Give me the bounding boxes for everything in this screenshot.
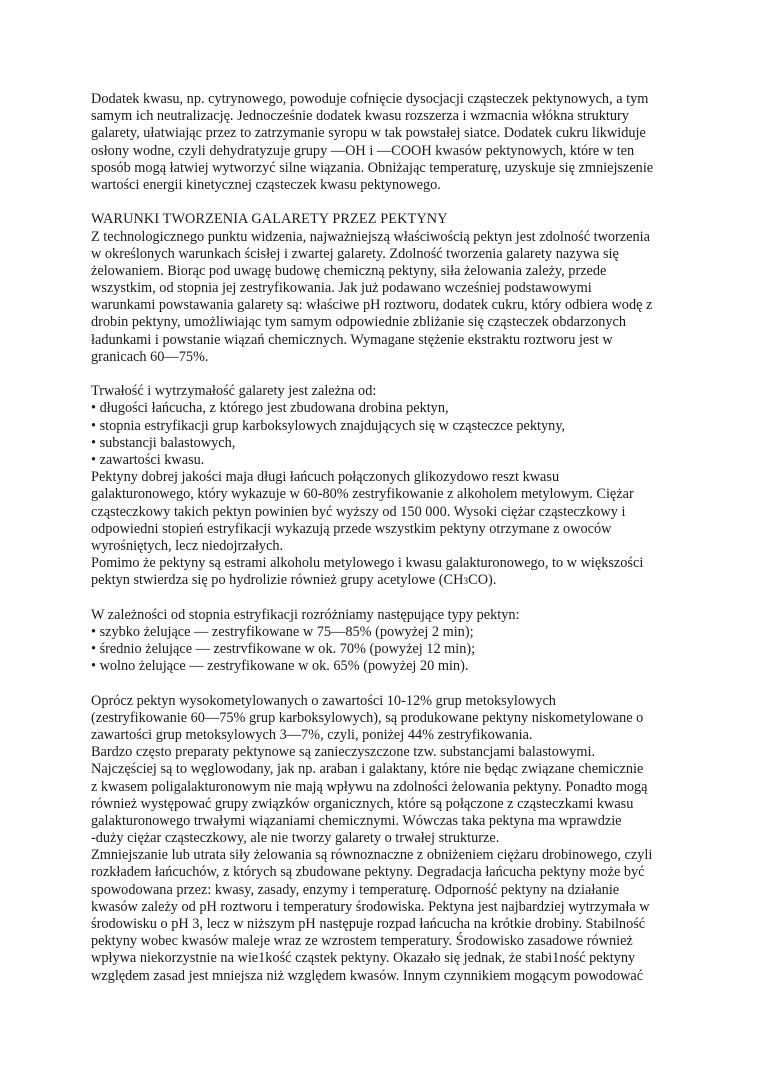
text-line: galakturonowego, który wykazuje w 60-80% zestryfikowanie z alkoholem metylowym. Ciężar	[91, 486, 634, 503]
bullet-item: • zawartości kwasu.	[91, 451, 205, 468]
text-line: pektyny wobec kwasów maleje wraz ze wzrostem temperatury. Środowisko zasadowe również	[91, 933, 633, 950]
text-line: wszystkim, od stopnia jej zestryfikowania. Jak już podawano wcześniej podstawowymi	[91, 280, 592, 297]
paragraph-gap	[91, 589, 671, 606]
text-line: galakturonowego trwałymi wiązaniami chemicznymi. Wówczas taka pektyna ma wprawdzie	[91, 812, 622, 829]
text-line: wpływa niekorzystnie na wie1kość cząstek pektyny. Okazało się jednak, że stabi1ność pektyny	[91, 950, 636, 967]
text-line: rozkładem łańcuchów, z których są zbudowane pektyny. Degradacja łańcucha pektyny może być	[91, 864, 645, 881]
formula-subscript: 3	[463, 577, 469, 588]
text-line: Najczęściej są to węglowodany, jak np. araban i galaktany, które nie będąc związane chemicznie	[91, 761, 644, 778]
text-line: Trwałość i wytrzymałość galarety jest zależna od:	[91, 383, 377, 400]
bullet-item: • szybko żelujące — zestryfikowane w 75—85% (powyżej 2 min);	[91, 623, 474, 640]
bullet-item: • wolno żelujące — zestryfikowane w ok. 65% (powyżej 20 min).	[91, 658, 469, 675]
text-line: -duży ciężar cząsteczkowy, ale nie tworzy galarety o trwałej strukturze.	[91, 830, 500, 847]
text-line: kwasów zależy od pH roztworu i temperatury środowiska. Pektyna jest najbardziej wytrzymała w	[91, 898, 650, 915]
text-line: żelowaniem. Biorąc pod uwagę budowę chemiczną pektyny, siła żelowania zależy, przede	[91, 262, 607, 279]
text-line: cząsteczkowy takich pektyn powinien być wyższy od 150 000. Wysoki ciężar cząsteczkowy i	[91, 503, 626, 520]
text-line: (zestryfikowanie 60—75% grup karboksylowych), są produkowane pektyny niskometylowane o	[91, 709, 644, 726]
text-line: Pektyny dobrej jakości maja długi łańcuch połączonych glikozydowo reszt kwasu	[91, 469, 560, 486]
text-line: Z technologicznego punktu widzenia, najważniejszą właściwością pektyn jest zdolność tworzenia	[91, 228, 650, 245]
text-line: Pomimo że pektyny są estrami alkoholu metylowego i kwasu galakturonowego, to w większości	[91, 555, 644, 572]
text-line: W zależności od stopnia estryfikacji rozróżniamy następujące typy pektyn:	[91, 606, 520, 623]
text-line: samym ich neutralizację. Jednocześnie dodatek kwasu rozszerza i wzmacnia włókna struktury	[91, 108, 629, 125]
text-line: również występować grupy związków organicznych, które są połączone z cząsteczkami kwasu	[91, 795, 634, 812]
text-line: spowodowana przez: kwasy, zasady, enzymy i temperaturę. Odporność pektyny na działanie	[91, 881, 620, 898]
text-line: osłony wodne, czyli dehydratyzuje grupy —OH i —COOH kwasów pektynowych, które w ten	[91, 142, 635, 159]
document-page	[91, 91, 671, 985]
text-line: Oprócz pektyn wysokometylowanych o zawartości 10-12% grup metoksylowych	[91, 692, 556, 709]
paragraph-gap	[91, 194, 671, 211]
bullet-item: • substancji balastowych,	[91, 434, 236, 451]
text-line: galarety, ułatwiając przez to zatrzymanie syropu w tak powstałej siatce. Dodatek cukru likwiduje	[91, 125, 646, 142]
paragraph-gap	[91, 366, 671, 383]
section-heading: WARUNKI TWORZENIA GALARETY PRZEZ PEKTYNY	[91, 211, 448, 228]
formula-text-after: CO).	[468, 572, 497, 589]
text-line: drobin pektyny, umożliwiając tym samym odpowiednie zbliżanie się cząsteczek obdarzonych	[91, 314, 627, 331]
text-line: wyrośniętych, lecz niedojrzałych.	[91, 537, 284, 554]
formula-text-before: pektyn stwierdza się po hydrolizie również grupy acetylowe (CH	[91, 572, 464, 589]
paragraph-durability	[91, 383, 671, 589]
bullet-item: • średnio żelujące — zestrvfikowane w ok. 70% (powyżej 12 min);	[91, 641, 476, 657]
paragraph-types	[91, 607, 671, 676]
text-line: odpowiedni stopień estryfikacji wykazują przede wszystkim pektyny otrzymane z owoców	[91, 520, 612, 537]
text-line: warunkami powstawania galarety są: właściwe pH roztworu, dodatek cukru, który odbiera wodę z	[91, 297, 653, 314]
bullet-item: • długości łańcucha, z którego jest zbudowana drobina pektyn,	[91, 400, 449, 417]
text-line: w określonych warunkach ścisłej i zwartej galarety. Zdolność tworzenia galarety nazywa się	[91, 245, 619, 262]
text-line: wartości energii kinetycznej cząsteczek kwasu pektynowego.	[91, 176, 441, 193]
text-line: z kwasem poligalakturonowym nie mają wpływu na zdolności żelowania pektyny. Ponadto mogą	[91, 778, 648, 795]
text-line: zawartości grup metoksylowych 3—7%, czyli, poniżej 44% zestryfikowania.	[91, 726, 533, 743]
text-line: granicach 60—75%.	[91, 348, 209, 365]
text-line: środowisku o pH 3, lecz w niższym pH następuje rozpad łańcucha na krótkie drobiny. Stabilność	[91, 916, 646, 932]
paragraph-gap	[91, 675, 671, 692]
text-line: sposób mogą łatwiej wytworzyć silne wiązania. Obniżając temperaturę, uzyskuje się zmniejszenie	[91, 159, 654, 176]
bullet-item: • stopnia estryfikacji grup karboksylowych znajdujących się w cząsteczce pektyny,	[91, 417, 566, 434]
paragraph-low-methyl	[91, 693, 671, 985]
text-line: ładunkami i powstanie wiązań chemicznych. Wymagane stężenie ekstraktu roztworu jest w	[91, 331, 613, 348]
paragraph-intro	[91, 91, 671, 194]
text-line: względem zasad jest mniejsza niż względem kwasów. Innym czynnikiem mogącym powodować	[91, 967, 644, 984]
paragraph-technology	[91, 229, 671, 367]
text-line: Zmniejszanie lub utrata siły żelowania są równoznaczne z obniżeniem ciężaru drobinowego, czyli	[91, 847, 653, 864]
text-line: Bardzo często preparaty pektynowe są zanieczyszczone tzw. substancjami balastowymi.	[91, 744, 596, 761]
text-line-formula	[91, 572, 671, 589]
text-line: Dodatek kwasu, np. cytrynowego, powoduje cofnięcie dysocjacji cząsteczek pektynowych, a tym	[91, 91, 649, 107]
